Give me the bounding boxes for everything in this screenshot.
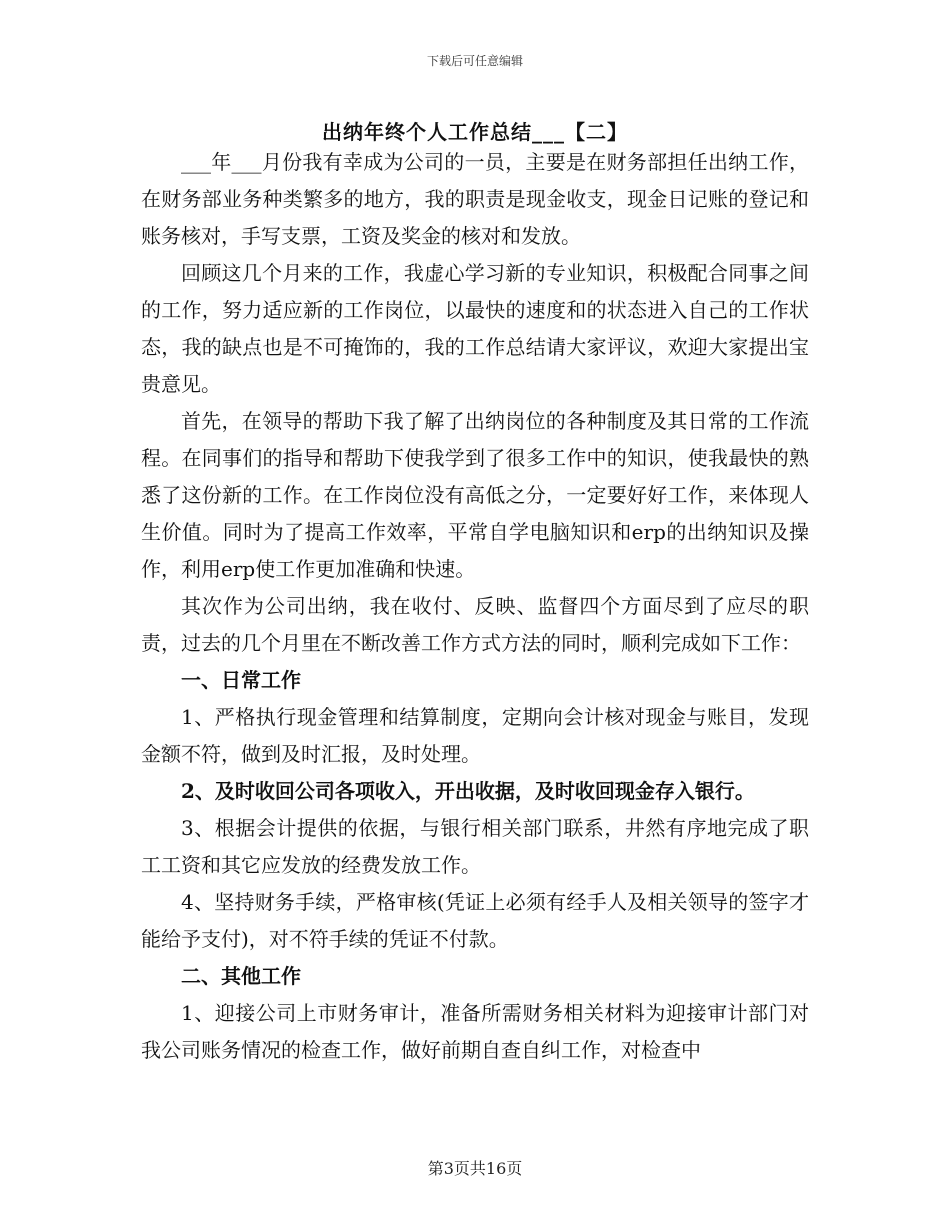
document-title: 出纳年终个人工作总结___【二】 <box>322 120 628 144</box>
list-item-other-1: 1、迎接公司上市财务审计，准备所需财务相关材料为迎接审计部门对我公司账务情况的检查工作，做好前期自查自纠工作，对检查中 <box>141 1001 809 1062</box>
paragraph-first: 首先，在领导的帮助下我了解了出纳岗位的各种制度及其日常的工作流程。在同事们的指导和帮助下使我学到了很多工作中的知识，使我最快的熟悉了这份新的工作。在工作岗位没有高低之分，一定要好好工作，来体现人生价值。同时为了提高工作效率，平常自学电脑知识和erp的出纳知识及操作，利用erp使工作更加准确和快速。 <box>141 409 809 581</box>
paragraph-intro: ___年___月份我有幸成为公司的一员，主要是在财务部担任出纳工作，在财务部业务种类繁多的地方，我的职责是现金收支，现金日记账的登记和账务核对，手写支票，工资及奖金的核对和发放。 <box>141 150 809 248</box>
section-heading-other-work: 二、其他工作 <box>181 964 301 988</box>
list-item-2: 2、及时收回公司各项收入，开出收据，及时收回现金存入银行。 <box>181 779 755 803</box>
list-item-3: 3、根据会计提供的依据，与银行相关部门联系，井然有序地完成了职工工资和其它应发放的经费发放工作。 <box>141 816 809 877</box>
paragraph-review: 回顾这几个月来的工作，我虚心学习新的专业知识，积极配合同事之间的工作，努力适应新的工作岗位，以最快的速度和的状态进入自己的工作状态，我的缺点也是不可掩饰的，我的工作总结请大家评议，欢迎大家提出宝贵意见。 <box>141 261 809 396</box>
list-item-4: 4、坚持财务手续，严格审核(凭证上必须有经手人及相关领导的签字才能给予支付)，对不符手续的凭证不付款。 <box>141 890 809 951</box>
page-footer: 第3页共16页 <box>427 1159 523 1178</box>
paragraph-second: 其次作为公司出纳，我在收付、反映、监督四个方面尽到了应尽的职责，过去的几个月里在不断改善工作方式方法的同时，顺利完成如下工作： <box>141 594 809 655</box>
section-heading-daily-work: 一、日常工作 <box>181 668 301 692</box>
page-header: 下载后可任意编辑 <box>426 54 523 68</box>
document-body <box>141 144 809 1069</box>
list-item-1: 1、严格执行现金管理和结算制度，定期向会计核对现金与账目，发现金额不符，做到及时汇报，及时处理。 <box>141 705 809 766</box>
